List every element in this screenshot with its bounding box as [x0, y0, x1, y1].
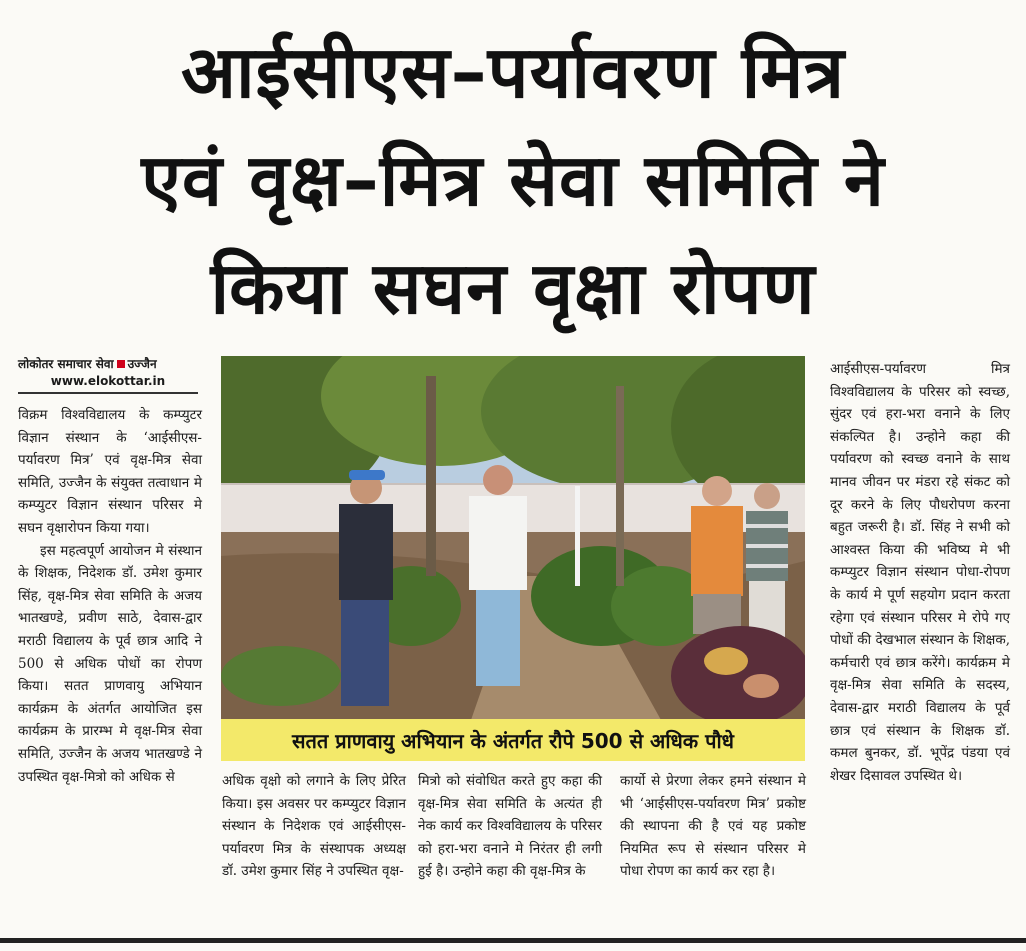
news-source: लोकोतर समाचार सेवा — [18, 357, 114, 371]
headline-line-3: किया सघन वृक्षा रोपण — [210, 246, 816, 330]
caption-text: सतत प्राणवायु अभियान के अंतर्गत रौपे 500 से अधिक पौधे — [292, 728, 734, 753]
article-column-4 — [620, 770, 806, 883]
event-photo — [221, 356, 805, 720]
headline — [20, 18, 1006, 342]
city: उज्जैन — [127, 357, 157, 371]
tree-planting-photo-illustration — [221, 356, 805, 720]
paragraph: इस महत्वपूर्ण आयोजन मे संस्थान के शिक्षक, निदेशक डॉ. उमेश कुमार सिंह, वृक्ष-मित्र सेवा समिति के अजय भातखण्डे, प्रवीण साठे, देवास-द्वार मराठी विद्यालय के पूर्व छात्र आदि ने 500 से अधिक पोधों का रोपण किया। सतत प्राणवायु अभियान कार्यक्रम के अंतर्गत आयोजित इस कार्यक्रम के प्रारम्भ मे वृक्ष-मित्र सेवा समिति, उज्जैन के अजय भातखण्डे ने उपस्थित वृक्ष-मित्रो को अधिक से — [18, 542, 202, 785]
paragraph: आईसीएस-पर्यावरण मित्र विश्वविद्यालय के परिसर को स्वच्छ, सुंदर एवं हरा-भरा वनाने के लिए संकल्पित है। उन्होने कहा की पर्यावरण को स्वच्छ वनाने के साथ मानव जीवन पर मंडरा रहे संकट को दूर करने के लिए पौधरोपण करना बहुत जरूरी है। डॉ. सिंह ने सभी को आश्वस्त किया की भविष्य मे भी कम्प्युटर विज्ञान संस्थान पोधा-रोपण के कार्य मे पूर्ण सहयोग प्रदान करता रहेगा एवं संस्थान परिसर मे रोपे गए पोधों की देखभाल संस्थान के शिक्षक, कर्मचारी एवं छात्र करेंगे। कार्यक्रम मे वृक्ष-मित्र सेवा समिति के सदस्य, देवास-द्वार मराठी विद्यालय के पूर्व छात्र एवं संस्थान के शिक्षक डॉ. कमल बुनकर, डॉ. भूपेंद्र पंडया एवं शेखर दिसावल उपस्थित थे। — [830, 361, 1010, 784]
article-column-5 — [830, 358, 1010, 787]
paragraph: कार्यो से प्रेरणा लेकर हमने संस्थान मे भी ‘आईसीएस-पर्यावरण मित्र’ प्रकोष्ट की स्थापना की है एवं यह प्रकोष्ट नियमित रूप से संस्थान परिसर मे पोधा रोपण का कार्य कर रहा है। — [620, 773, 806, 880]
dateline — [18, 356, 198, 394]
paragraph: विक्रम विश्वविद्यालय के कम्प्युटर विज्ञान संस्थान के ‘आईसीएस- पर्यावरण मित्र’ एवं वृक्ष-मित्र सेवा समिति, उज्जैन के संयुक्त तत्वाधान मे कम्प्युटर विज्ञान संस्थान परिसर मे सघन वृक्षारोपन किया गया। — [18, 407, 202, 536]
article-column-3 — [418, 770, 602, 883]
paragraph: मित्रो को संवोधित करते हुए कहा की वृक्ष-मित्र सेवा समिति के अत्यंत ही नेक कार्य कर विश्वविद्यालय के परिसर को हरा-भरा वनाने मे निरंतर ही लगी हुई है। उन्होने कहा की वृक्ष-मित्र के — [418, 773, 602, 880]
photo-caption — [221, 719, 805, 761]
red-square-icon — [117, 360, 125, 368]
headline-line-1: आईसीएस–पर्यावरण मित्र — [180, 30, 846, 114]
headline-line-2: एवं वृक्ष–मित्र सेवा समिति ने — [141, 138, 885, 222]
website-link[interactable]: www.elokottar.in — [50, 374, 166, 388]
paragraph: अधिक वृक्षो को लगाने के लिए प्रेरित किया। इस अवसर पर कम्प्युटर विज्ञान संस्थान के निदेशक एवं आईसीएस-पर्यावरण मित्र के संस्थापक अध्यक्ष डॉ. उमेश कुमार सिंह ने उपस्थित वृक्ष- — [222, 773, 406, 880]
article-column-2 — [222, 770, 406, 883]
bottom-rule — [0, 938, 1026, 943]
article-column-1 — [18, 404, 202, 788]
